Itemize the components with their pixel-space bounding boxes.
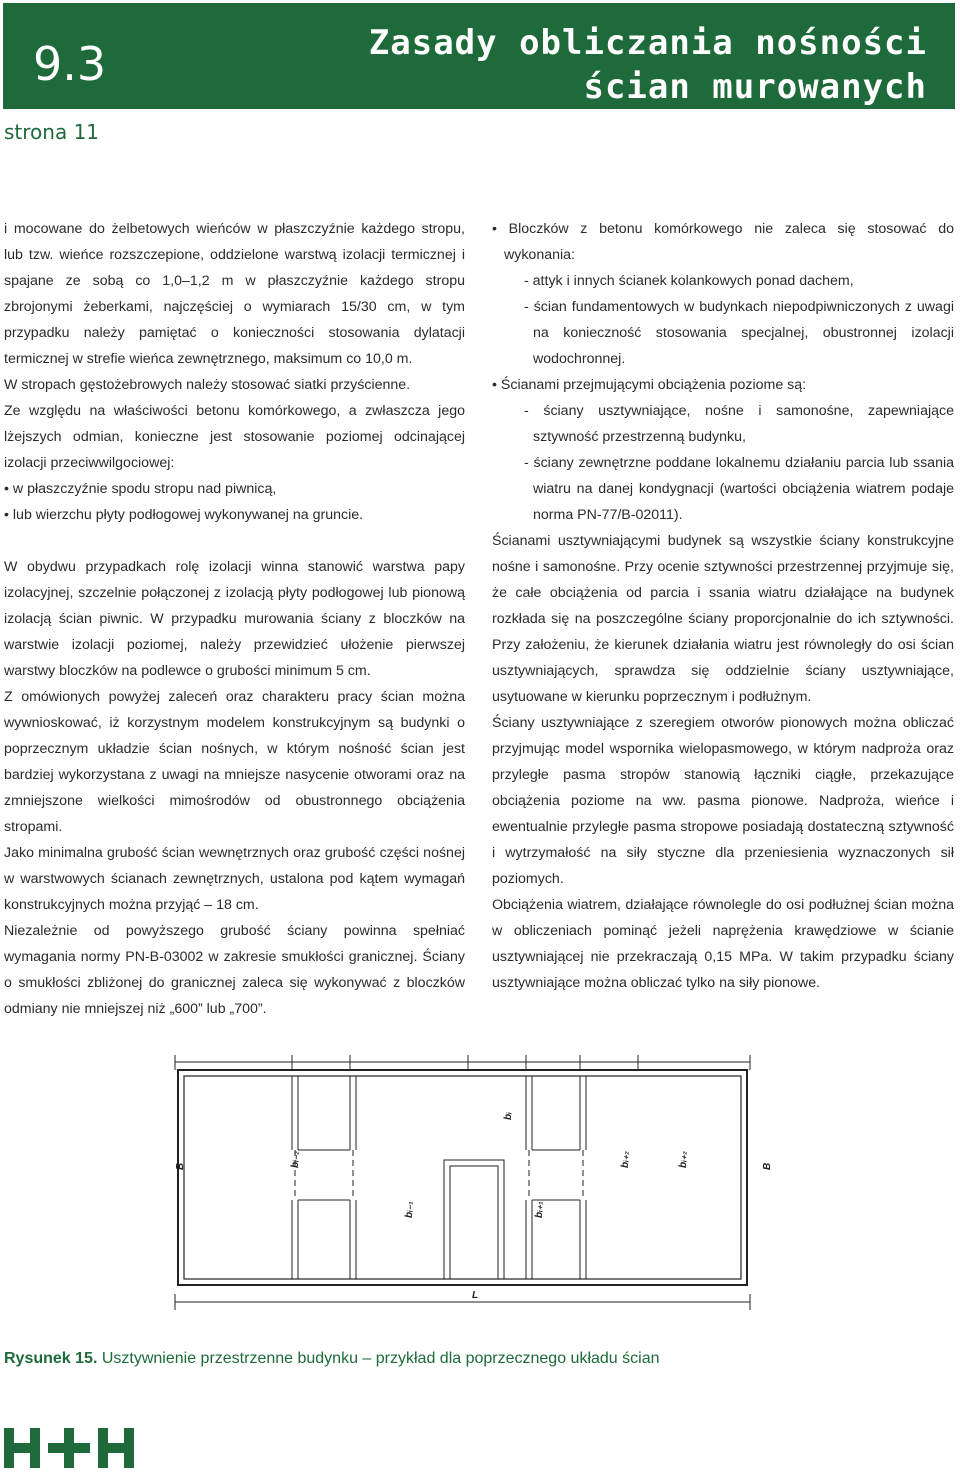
page-title: [369, 21, 927, 109]
hh-logo: [4, 1428, 136, 1468]
label-bi+2a: bᵢ₊₂: [620, 1151, 631, 1168]
dash-item: - ściany zewnętrzne poddane lokalnemu działaniu parcia lub ssania wiatru na danej kondygnacji (wartości obciążenia wiatrem podaje norma PN-77/B-02011).: [524, 455, 954, 523]
dash-item: - attyk i innych ścianek kolankowych ponad dachem,: [524, 273, 854, 289]
caption-prefix: Rysunek 15.: [4, 1350, 98, 1367]
bullet-item: • Ścianami przejmującymi obciążenia poziome są:: [492, 377, 807, 393]
label-bi+1: bᵢ₊₁: [534, 1201, 545, 1218]
paragraph: W stropach gęstożebrowych należy stosować siatki przyścienne.: [4, 377, 411, 393]
dash-item: - ściany usztywniające, nośne i samonośne, zapewniające sztywność przestrzenną budynku,: [524, 403, 954, 445]
figure-caption: [4, 1350, 660, 1368]
caption-text: Usztywnienie przestrzenne budynku – przykład dla poprzecznego układu ścian: [101, 1350, 660, 1367]
floor-plan-figure: [150, 1050, 800, 1320]
label-L: L: [472, 1290, 479, 1301]
label-bi-1a: bᵢ₋₁: [404, 1201, 415, 1218]
paragraph: Ścianami usztywniającymi budynek są wszystkie ściany konstrukcyjne nośne i samonośne. Przy ocenie sztywności przestrzennej przyjmuje się, że całe obciążenia od parcia i ssania wiatru działające na budynek rozkłada się na poszczególne ściany proporcjonalnie do ich sztywności. Przy założeniu, że kierunek działania wiatru jest równoległy do osi ścian usztywniających, sprawdza się oddzielnie ściany usztywniające, usytuowane w kierunku poprzecznym i podłużnym.: [492, 533, 954, 705]
page-number: strona 11: [4, 120, 100, 144]
right-column: [492, 216, 954, 996]
chapter-number: 9.3: [33, 37, 107, 91]
title-line-2: ścian murowanych: [583, 67, 927, 107]
page-header: [3, 3, 955, 109]
paragraph: Jako minimalna grubość ścian wewnętrznych oraz grubość części nośnej w warstwowych ścianach zewnętrznych, ustalona pod kątem wymagań konstrukcyjnych można przyjąć – 18 cm.: [4, 845, 465, 913]
paragraph: i mocowane do żelbetowych wieńców w płaszczyźnie każdego stropu, lub tzw. wieńce rozszczepione, oddzielone warstwą izolacji termicznej i spajane ze sobą co 1,0–1,2 m w płaszczyźnie każdego stropu zbrojonymi żeberkami, najczęściej o wymiarach 15/30 cm, w tym przypadku należy pamiętać o konieczności stosowania dylatacji termicznej w strefie wieńca zewnętrznego, maksimum co 10,0 m.: [4, 221, 465, 367]
paragraph: Obciążenia wiatrem, działające równolegle do osi podłużnej ścian można w obliczeniach pominąć jeżeli naprężenia krawędziowe w ścianie usztywniającej nie przekraczają 0,15 MPa. W takim przypadku ściany usztywniające można obliczać tylko na siły pionowe.: [492, 897, 954, 991]
bullet-item: • Bloczków z betonu komórkowego nie zaleca się stosować do wykonania:: [492, 221, 954, 263]
dash-item: - ścian fundamentowych w budynkach niepodpiwniczonych z uwagi na konieczność stosowania specjalnej, obustronnej izolacji wodochronnej.: [524, 299, 954, 367]
paragraph: Ze względu na właściwości betonu komórkowego, a zwłaszcza jego lżejszych odmian, konieczne jest stosowanie poziomej odcinającej izolacji przeciwwilgociowej:: [4, 403, 465, 471]
paragraph: Ściany usztywniające z szeregiem otworów pionowych można obliczać przyjmując model wspornika wielopasmowego, w którym nadproża oraz przyległe pasma stropów stanowią łączniki ciągłe, przekazujące obciążenia poziome na ww. pasma pionowe. Nadproża, wieńce i ewentualnie przyległe pasma stropowe posiadają dostateczną sztywność i wytrzymałość na siły styczne dla przeniesienia wyznaczonych sił poziomych.: [492, 715, 954, 887]
label-B-left: B: [175, 1162, 186, 1170]
label-bi+2b: bᵢ₊₂: [678, 1151, 689, 1168]
title-line-1: Zasady obliczania nośności: [368, 23, 927, 63]
bullet-item: • w płaszczyźnie spodu stropu nad piwnicą,: [4, 481, 277, 497]
bullet-item: • lub wierzchu płyty podłogowej wykonywanej na gruncie.: [4, 507, 364, 523]
label-bi-2a: bᵢ₋₂: [290, 1151, 301, 1168]
paragraph: Niezależnie od powyższego grubość ściany powinna spełniać wymagania normy PN-B-03002 w zakresie smukłości granicznej. Ściany o smukłości zbliżonej do granicznej zaleca się wykonywać z bloczków odmiany nie mniejszej niż „600” lub „700”.: [4, 923, 465, 1017]
paragraph: Z omówionych powyżej zaleceń oraz charakteru pracy ścian można wywnioskować, iż korzystnym modelem konstrukcyjnym są budynki o poprzecznym układzie ścian nośnych, w którym nośność ścian jest bardziej wykorzystana z uwagi na mniejsze nasycenie otworami oraz na zmniejszone wielkości mimośrodów od obustronnego obciążenia stropami.: [4, 689, 465, 835]
left-column: [4, 216, 465, 1022]
label-bi: bᵢ: [503, 1112, 514, 1120]
paragraph: W obydwu przypadkach rolę izolacji winna stanowić warstwa papy izolacyjnej, szczelnie połączonej z izolacją płyty podłogowej lub pionową izolacją ścian piwnic. W przypadku murowania ściany z bloczków na warstwie izolacji poziomej, należy przewidzieć ułożenie pierwszej warstwy bloczków na podlewce o grubości minimum 5 cm.: [4, 559, 465, 679]
label-B-right: B: [762, 1162, 773, 1170]
